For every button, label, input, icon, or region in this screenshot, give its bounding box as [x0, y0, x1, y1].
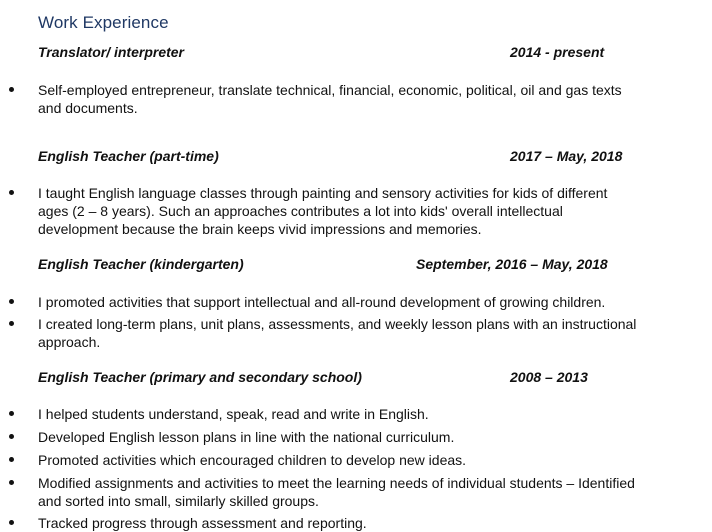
job-title: English Teacher (part-time) — [38, 148, 219, 164]
bullet-dot-icon — [9, 480, 14, 485]
job-dates: September, 2016 – May, 2018 — [416, 256, 608, 272]
job-title: Translator/ interpreter — [38, 44, 185, 60]
bullet-dot-icon — [9, 190, 14, 195]
bullet-dot-icon — [9, 411, 14, 416]
job-heading — [0, 44, 712, 62]
list-item-text: Self-employed entrepreneur, translate technical, financial, economic, political, oil and gas texts and documents. — [38, 82, 622, 116]
list-item-text: Developed English lesson plans in line with the national curriculum. — [38, 429, 455, 445]
list-item-text: I helped students understand, speak, read and write in English. — [38, 406, 429, 422]
bullet-dot-icon — [9, 434, 14, 439]
job-heading — [0, 369, 712, 387]
bullet-dot-icon — [9, 87, 14, 92]
bullet-dot-icon — [9, 457, 14, 462]
list-item-text: I created long-term plans, unit plans, assessments, and weekly lesson plans with an instructional approach. — [38, 316, 637, 350]
job-dates: 2017 – May, 2018 — [510, 148, 623, 164]
job-heading — [0, 256, 712, 274]
job-dates: 2014 - present — [510, 44, 605, 60]
job-heading — [0, 148, 712, 166]
job-title: English Teacher (primary and secondary school) — [38, 369, 362, 385]
list-item-text: Promoted activities which encouraged children to develop new ideas. — [38, 452, 467, 468]
list-item-text: Tracked progress through assessment and reporting. — [38, 515, 367, 531]
job-title: English Teacher (kindergarten) — [38, 256, 244, 272]
bullet-dot-icon — [9, 520, 14, 525]
job-dates: 2008 – 2013 — [510, 369, 588, 385]
list-item-text: I promoted activities that support intellectual and all-round development of growing children. — [38, 294, 606, 310]
section-title: Work Experience — [38, 13, 169, 32]
list-item-text: Modified assignments and activities to meet the learning needs of individual students – Identified and sorted into small, similarly skilled groups. — [38, 475, 635, 509]
bullet-dot-icon — [9, 321, 14, 326]
list-item-text: I taught English language classes through painting and sensory activities for kids of different ages (2 – 8 years). Such an approaches contributes a lot into kids' overall intellectual development because the brain keeps vivid impressions and memories. — [38, 185, 608, 237]
bullet-dot-icon — [9, 299, 14, 304]
